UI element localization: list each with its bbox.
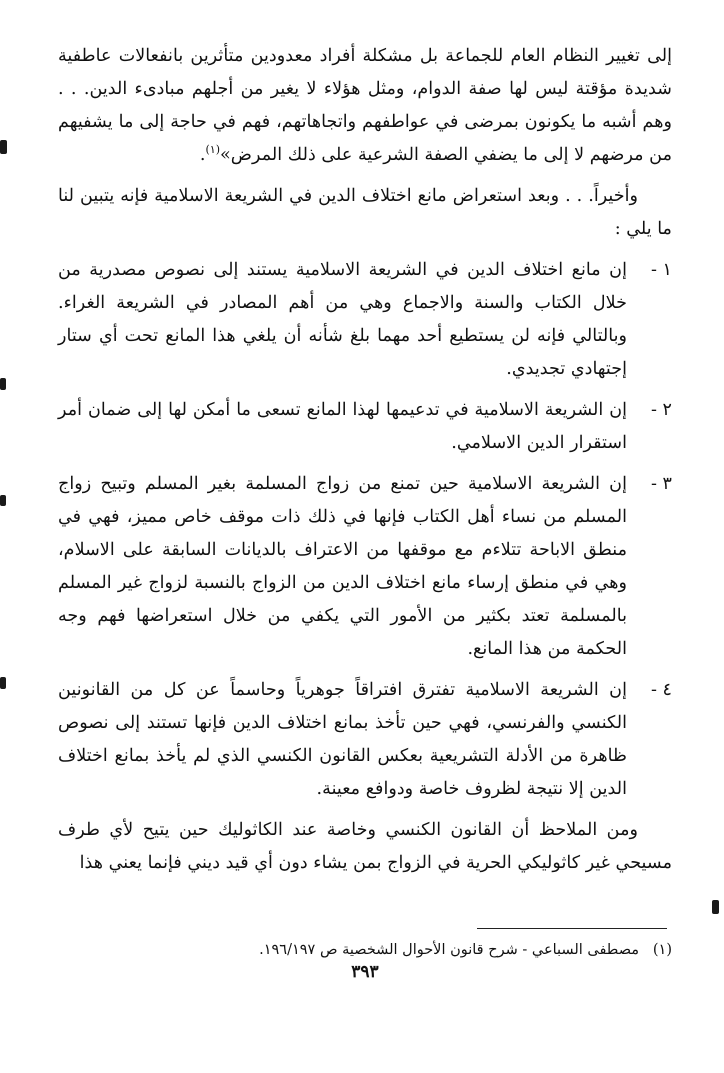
scan-mark-decoration bbox=[0, 495, 6, 506]
footnote-divider bbox=[477, 928, 667, 929]
list-item-number: ٣ - bbox=[651, 474, 672, 494]
scan-mark-decoration bbox=[712, 900, 719, 914]
footnote-text: مصطفى السباعي - شرح قانون الأحوال الشخصية ص ١٩٦/١٩٧. bbox=[259, 942, 640, 958]
scan-mark-decoration bbox=[0, 140, 7, 154]
list-item-text: إن الشريعة الاسلامية حين تمنع من زواج المسلمة بغير المسلم وتبيح زواج المسلم من نساء أهل الكتاب فإنها في ذلك ذات موقف خاص مميز، فهي في منطق الاباحة تتلاءم مع موقفها من الاعتراف بالديانات السابقة على الاسلام، وهي في منطق إرساء مانع اختلاف الدين من الزواج بالنسبة لزواج غير المسلم بالمسلمة تعتد بكثير من الأمور التي يكفي من خلال استعراضها فهم وجه الحكمة من هذا المانع. bbox=[58, 474, 627, 659]
page-number: ٣٩٣ bbox=[351, 962, 379, 982]
list-item-text: إن الشريعة الاسلامية تفترق افتراقاً جوهرياً وحاسماً عن كل من القانونين الكنسي والفرنسي، فهي حين تأخذ بمانع اختلاف الدين فإنها تستند إلى نصوص ظاهرة من الأدلة التشريعية بعكس القانون الكنسي الذي لم يأخذ بمانع اختلاف الدين إلا نتيجة لظروف خاصة ودوافع معينة. bbox=[58, 680, 627, 799]
footnote-marker: (١) bbox=[652, 942, 672, 958]
page bbox=[58, 40, 672, 1050]
paragraph-observation: ومن الملاحظ أن القانون الكنسي وخاصة عند الكاثوليك حين يتيح لأي طرف مسيحي غير كاثوليكي الحرية في الزواج بمن يشاء دون أي قيد ديني فإنما يعني هذا bbox=[58, 820, 672, 873]
list-item bbox=[58, 674, 672, 806]
body-text bbox=[58, 40, 672, 880]
list-item bbox=[58, 254, 672, 386]
footnote-reference: (١) bbox=[205, 143, 221, 157]
list-item-number: ١ - bbox=[651, 260, 672, 280]
paragraph-end: . bbox=[199, 145, 206, 165]
paragraph-text: إلى تغيير النظام العام للجماعة بل مشكلة أفراد معدودين متأثرين بانفعالات عاطفية شديدة مؤقتة ليس لها صفة الدوام، ومثل هؤلاء لا يغير من أجلهم مبادىء الدين. . . وهم أشبه ما يكونون بمرضى في عواطفهم واتجاهاتهم، فهم في حاجة إلى ما يشفيهم من مرضهم لا إلى ما يضفي الصفة الشرعية على ذلك المرض» bbox=[58, 46, 672, 165]
list-item bbox=[58, 468, 672, 666]
list-item-number: ٤ - bbox=[651, 680, 672, 700]
list-item-text: إن مانع اختلاف الدين في الشريعة الاسلامية يستند إلى نصوص مصدرية من خلال الكتاب والسنة والاجماع وهي من أهم المصادر في الشريعة الغراء. وبالتالي فإنه لن يستطيع أحد مهما بلغ شأنه أن يلغي هذا المانع تحت أي ستار إجتهادي تجديدي. bbox=[58, 260, 627, 379]
scan-mark-decoration bbox=[0, 378, 6, 390]
list-item bbox=[58, 394, 672, 460]
paragraph-continuation bbox=[58, 40, 672, 172]
footnote bbox=[58, 938, 672, 962]
list-item-text: إن الشريعة الاسلامية في تدعيمها لهذا المانع تسعى ما أمكن لها إلى ضمان أمر استقرار الدين الاسلامي. bbox=[58, 400, 627, 453]
list-item-number: ٢ - bbox=[651, 400, 672, 420]
paragraph-conclusion-intro: وأخيراً. . . وبعد استعراض مانع اختلاف الدين في الشريعة الاسلامية فإنه يتبين لنا ما يلي : bbox=[58, 186, 672, 239]
scan-mark-decoration bbox=[0, 677, 6, 689]
